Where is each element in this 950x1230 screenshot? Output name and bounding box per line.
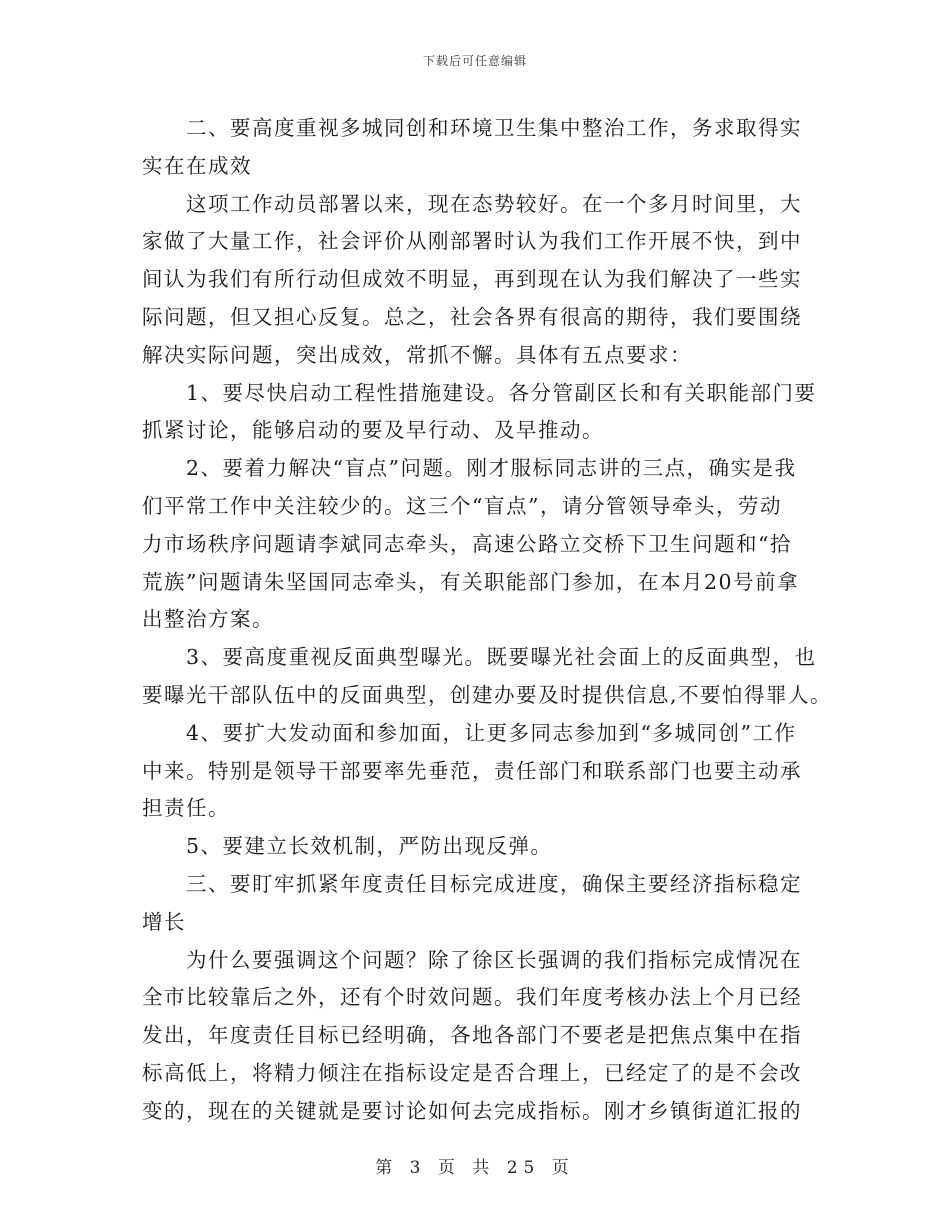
text-line: 力市场秩序问题请李斌同志牵头，高速公路立交桥下卫生问题和“拾 xyxy=(142,531,792,556)
paragraph xyxy=(142,110,810,186)
paragraph xyxy=(142,866,810,942)
text-line: 实在在成效 xyxy=(142,153,252,178)
text-line: 标高低上，将精力倾注在指标设定是否合理上，已经定了的是不会改 xyxy=(142,1060,802,1085)
text-line: 抓紧讨论，能够启动的要及早行动、及早推动。 xyxy=(142,418,604,443)
text-line: 2、要着力解决“盲点”问题。刚才服标同志讲的三点，确实是我 xyxy=(142,456,797,481)
text-line: 解决实际问题，突出成效，常抓不懈。具体有五点要求： xyxy=(142,342,692,367)
text-line: 荒族”问题请朱坚国同志牵头，有关职能部门参加，在本月20号前拿 xyxy=(142,569,800,594)
text-line: 全市比较靠后之外，还有个时效问题。我们年度考核办法上个月已经 xyxy=(142,985,802,1010)
paragraph xyxy=(142,942,810,1131)
paragraph xyxy=(142,715,810,828)
document-body xyxy=(142,110,833,1131)
text-line: 担责任。 xyxy=(142,796,230,821)
text-line: 家做了大量工作，社会评价从刚部署时认为我们工作开展不快，到中 xyxy=(142,229,802,254)
paragraph xyxy=(142,450,810,639)
paragraph xyxy=(142,828,810,866)
text-line: 际问题，但又担心反复。总之，社会各界有很高的期待，我们要围绕 xyxy=(142,304,802,329)
paragraph xyxy=(142,375,817,451)
page-number-footer: 第 3 页 共 25 页 xyxy=(375,1158,575,1178)
text-line: 要曝光干部队伍中的反面典型，创建办要及时提供信息,不要怕得罪人。 xyxy=(142,682,833,707)
text-line: 1、要尽快启动工程性措施建设。各分管副区长和有关职能部门要 xyxy=(142,380,817,405)
text-line: 二、要高度重视多城同创和环境卫生集中整治工作，务求取得实 xyxy=(142,116,802,140)
text-line: 们平常工作中关注较少的。这三个“盲点”，请分管领导牵头，劳动 xyxy=(142,493,782,518)
text-line: 这项工作动员部署以来，现在态势较好。在一个多月时间里，大 xyxy=(142,191,802,216)
text-line: 三、要盯牢抓紧年度责任目标完成进度，确保主要经济指标稳定 xyxy=(142,871,802,896)
text-line: 中来。特别是领导干部要率先垂范，责任部门和联系部门也要主动承 xyxy=(142,758,802,783)
text-line: 3、要高度重视反面典型曝光。既要曝光社会面上的反面典型，也 xyxy=(142,645,817,670)
text-line: 增长 xyxy=(142,909,186,934)
text-line: 为什么要强调这个问题？除了徐区长强调的我们指标完成情况在 xyxy=(142,947,802,972)
page-header: 下载后可任意编辑 xyxy=(422,54,527,68)
text-line: 5、要建立长效机制，严防出现反弹。 xyxy=(142,834,553,859)
text-line: 4、要扩大发动面和参加面，让更多同志参加到“多城同创”工作 xyxy=(142,720,797,745)
text-line: 变的，现在的关键就是要讨论如何去完成指标。刚才乡镇街道汇报的 xyxy=(142,1098,802,1123)
text-line: 间认为我们有所行动但成效不明显，再到现在认为我们解决了一些实 xyxy=(142,267,802,292)
text-line: 出整治方案。 xyxy=(142,607,274,632)
text-line: 发出，年度责任目标已经明确，各地各部门不要老是把焦点集中在指 xyxy=(142,1023,802,1048)
paragraph xyxy=(142,639,833,715)
paragraph xyxy=(142,186,810,375)
